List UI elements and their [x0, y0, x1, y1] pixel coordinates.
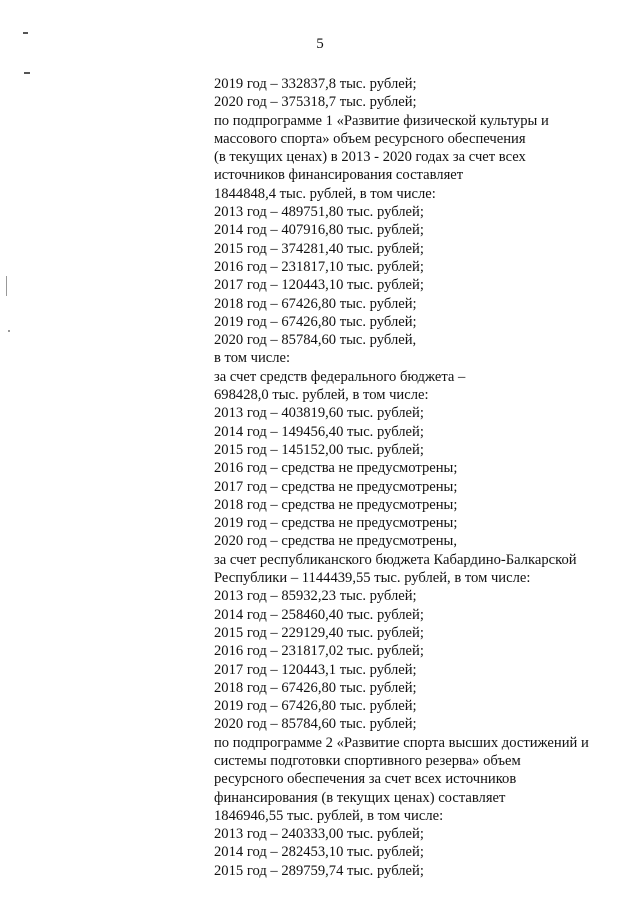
text-line: Республики – 1144439,55 тыс. рублей, в том числе:: [214, 570, 531, 587]
text-line: 2020 год – средства не предусмотрены,: [214, 533, 457, 550]
text-line: 2013 год – 489751,80 тыс. рублей;: [214, 204, 424, 221]
text-line: 2018 год – 67426,80 тыс. рублей;: [214, 679, 417, 696]
text-line: (в текущих ценах) в 2013 - 2020 годах за счет всех: [214, 149, 526, 166]
text-line: 2014 год – 407916,80 тыс. рублей;: [214, 222, 424, 239]
text-line: 2018 год – 67426,80 тыс. рублей;: [214, 295, 417, 312]
text-line: системы подготовки спортивного резерва» объем: [214, 752, 521, 769]
text-line: 2015 год – 229129,40 тыс. рублей;: [214, 624, 424, 641]
text-line: за счет средств федерального бюджета –: [214, 368, 466, 385]
text-line: 2019 год – 332837,8 тыс. рублей;: [214, 76, 417, 92]
scan-mark: [6, 276, 7, 296]
text-line: 2020 год – 85784,60 тыс. рублей,: [214, 332, 417, 349]
text-line: по подпрограмме 1 «Развитие физической культуры и: [214, 112, 549, 129]
text-line: 2013 год – 403819,60 тыс. рублей;: [214, 405, 424, 422]
text-line: 2016 год – 231817,10 тыс. рублей;: [214, 258, 424, 275]
text-line: 2015 год – 289759,74 тыс. рублей;: [214, 862, 424, 879]
text-line: 1846946,55 тыс. рублей, в том числе:: [214, 807, 444, 824]
scan-mark: [23, 32, 28, 34]
text-line: 2013 год – 240333,00 тыс. рублей;: [214, 826, 424, 843]
text-line: 2016 год – средства не предусмотрены;: [214, 460, 458, 477]
text-line: по подпрограмме 2 «Развитие спорта высших достижений и: [214, 734, 589, 751]
text-line: 2014 год – 149456,40 тыс. рублей;: [214, 423, 424, 440]
text-line: 2019 год – 67426,80 тыс. рублей;: [214, 313, 417, 330]
text-line: 2017 год – средства не предусмотрены;: [214, 478, 458, 495]
scan-mark: [24, 72, 30, 74]
text-line: 2015 год – 374281,40 тыс. рублей;: [214, 240, 424, 257]
text-line: в том числе:: [214, 350, 291, 367]
text-line: 2018 год – средства не предусмотрены;: [214, 496, 458, 513]
text-line: финансирования (в текущих ценах) составляет: [214, 789, 506, 806]
text-line: 2019 год – средства не предусмотрены;: [214, 515, 458, 532]
page-number: 5: [316, 36, 324, 52]
text-line: 2020 год – 375318,7 тыс. рублей;: [214, 94, 417, 111]
scan-mark: [8, 330, 10, 332]
document-body: [214, 75, 614, 880]
text-line: 2020 год – 85784,60 тыс. рублей;: [214, 716, 417, 733]
text-line: 2015 год – 145152,00 тыс. рублей;: [214, 441, 424, 458]
text-line: 2013 год – 85932,23 тыс. рублей;: [214, 588, 417, 605]
text-line: за счет республиканского бюджета Кабардино-Балкарской: [214, 551, 577, 568]
text-line: 2017 год – 120443,1 тыс. рублей;: [214, 661, 417, 678]
text-line: 2014 год – 282453,10 тыс. рублей;: [214, 844, 424, 861]
text-line: массового спорта» объем ресурсного обеспечения: [214, 130, 526, 147]
text-line: 698428,0 тыс. рублей, в том числе:: [214, 387, 429, 404]
text-line: 2014 год – 258460,40 тыс. рублей;: [214, 606, 424, 623]
text-line: источников финансирования составляет: [214, 167, 464, 184]
text-line: 2019 год – 67426,80 тыс. рублей;: [214, 698, 417, 715]
text-line: 1844848,4 тыс. рублей, в том числе:: [214, 185, 436, 202]
text-line: ресурсного обеспечения за счет всех источников: [214, 771, 517, 788]
text-line: 2017 год – 120443,10 тыс. рублей;: [214, 277, 424, 294]
text-line: 2016 год – 231817,02 тыс. рублей;: [214, 643, 424, 660]
